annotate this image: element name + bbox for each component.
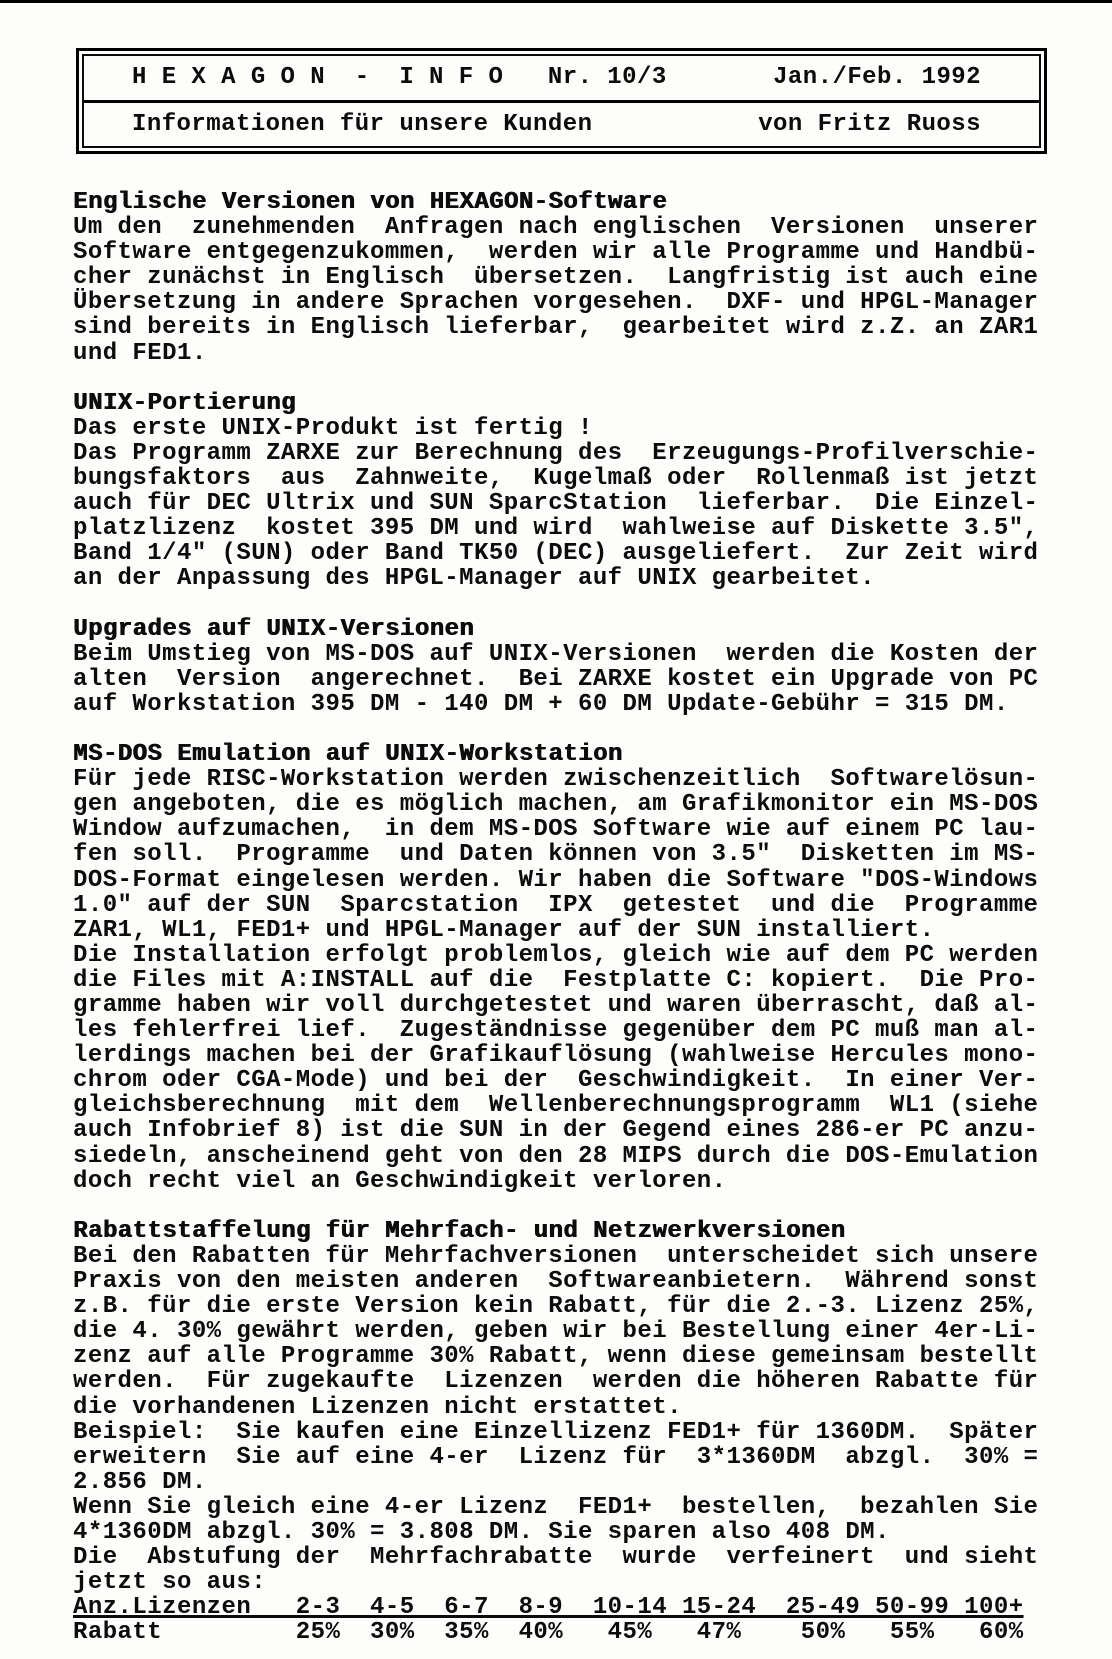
text-line: die Files mit A:INSTALL auf die Festplatte C: kopiert. Die Pro- — [73, 966, 1039, 994]
blank-line — [73, 366, 1058, 391]
masthead-subtitle-row — [84, 103, 1039, 147]
text-line: Um den zunehmenden Anfragen nach englischen Versionen unserer — [73, 214, 1039, 242]
blank-line — [73, 1194, 1058, 1219]
text-line: 2.856 DM. — [73, 1468, 207, 1496]
scan-edge-line — [0, 0, 1112, 3]
text-line: alten Version angerechnet. Bei ZARXE kostet ein Upgrade von PC — [73, 665, 1039, 693]
section — [73, 1219, 1058, 1595]
text-line: lerdings machen bei der Grafikauflösung (wahlweise Hercules mono- — [73, 1042, 1039, 1070]
text-line: Für jede RISC-Workstation werden zwischenzeitlich Softwarelösun- — [73, 766, 1039, 794]
section — [73, 617, 1058, 717]
blank-line — [73, 592, 1058, 617]
text-line: Die Installation erfolgt problemlos, gleich wie auf dem PC werden — [73, 941, 1039, 969]
section-heading: Rabattstaffelung für Mehrfach- und Netzwerkversionen — [73, 1217, 846, 1245]
text-line: gen angeboten, die es möglich machen, am Grafikmonitor ein MS-DOS — [73, 791, 1039, 819]
blank-line — [73, 717, 1058, 742]
text-line: Beim Umstieg von MS-DOS auf UNIX-Versionen werden die Kosten der — [73, 640, 1039, 668]
text-line: Beispiel: Sie kaufen eine Einzellizenz FED1+ für 1360DM. Später — [73, 1418, 1039, 1446]
section — [73, 190, 1058, 366]
text-line: sind bereits in Englisch lieferbar, gearbeitet wird z.Z. an ZAR1 — [73, 314, 1039, 342]
text-line: gramme haben wir voll durchgetestet und waren überrascht, daß al- — [73, 992, 1039, 1019]
text-line: bungsfaktors aus Zahnweite, Kugelmaß oder Rollenmaß ist jetzt — [73, 465, 1039, 493]
masthead-subtitle: Informationen für unsere Kunden — [132, 110, 593, 138]
section-heading: MS-DOS Emulation auf UNIX-Workstation — [73, 741, 623, 769]
text-line: werden. Für zugekaufte Lizenzen werden die höheren Rabatte für — [73, 1368, 1039, 1396]
text-line: chrom oder CGA-Mode) und bei der Geschwindigkeit. In einer Ver- — [73, 1067, 1039, 1095]
text-line: Software entgegenzukommen, werden wir alle Programme und Handbü- — [73, 239, 1039, 267]
document-body — [73, 190, 1058, 1645]
discount-table-header-row: Anz.Lizenzen 2-3 4-5 6-7 8-9 10-14 15-24 25-49 50-99 100+ — [73, 1594, 1024, 1622]
section-heading: Englische Versionen von HEXAGON-Software — [73, 189, 668, 216]
text-line: Die Abstufung der Mehrfachrabatte wurde verfeinert und sieht — [73, 1544, 1039, 1572]
text-line: gleichsberechnung mit dem Wellenberechnungsprogramm WL1 (siehe — [73, 1092, 1039, 1120]
text-line: erweitern Sie auf eine 4-er Lizenz für 3*1360DM abzgl. 30% = — [73, 1443, 1039, 1471]
text-line: zenz auf alle Programme 30% Rabatt, wenn diese gemeinsam bestellt — [73, 1343, 1039, 1371]
text-line: doch recht viel an Geschwindigkeit verloren. — [73, 1167, 727, 1195]
discount-table-value-row: Rabatt 25% 30% 35% 40% 45% 47% 50% 55% 60% — [73, 1619, 1024, 1647]
text-line: z.B. für die erste Version kein Rabatt, für die 2.-3. Lizenz 25%, — [73, 1293, 1039, 1321]
text-line: jetzt so aus: — [73, 1569, 267, 1597]
text-line: auf Workstation 395 DM - 140 DM + 60 DM Update-Gebühr = 315 DM. — [73, 690, 1009, 718]
text-line: an der Anpassung des HPGL-Manager auf UNIX gearbeitet. — [73, 565, 876, 593]
text-line: cher zunächst in Englisch übersetzen. Langfristig ist auch eine — [73, 264, 1039, 292]
masthead — [76, 48, 1047, 154]
text-line: 4*1360DM abzgl. 30% = 3.808 DM. Sie sparen also 408 DM. — [73, 1518, 890, 1546]
masthead-title: H E X A G O N - I N F O Nr. 10/3 — [132, 64, 667, 92]
text-line: DOS-Format eingelesen werden. Wir haben die Software "DOS-Windows — [73, 866, 1039, 894]
text-line: 1.0" auf der SUN Sparcstation IPX getestet und die Programme — [73, 891, 1039, 919]
text-line: Praxis von den meisten anderen Softwareanbietern. Während sonst — [73, 1268, 1039, 1296]
section — [73, 391, 1058, 592]
text-line: die 4. 30% gewährt werden, geben wir bei Bestellung einer 4er-Li- — [73, 1318, 1039, 1346]
text-line: Übersetzung in andere Sprachen vorgesehen. DXF- und HPGL-Manager — [73, 289, 1039, 317]
text-line: siedeln, anscheinend geht von den 28 MIPS durch die DOS-Emulation — [73, 1142, 1039, 1170]
masthead-inner-frame — [82, 54, 1041, 148]
text-line: Das erste UNIX-Produkt ist fertig ! — [73, 414, 593, 442]
text-line: auch für DEC Ultrix und SUN SparcStation lieferbar. Die Einzel- — [73, 490, 1039, 518]
text-line: die vorhandenen Lizenzen nicht erstattet. — [73, 1393, 682, 1421]
text-line: Window aufzumachen, in dem MS-DOS Software wie auf einem PC lau- — [73, 816, 1039, 844]
masthead-title-row — [84, 56, 1039, 100]
text-line: platzlizenz kostet 395 DM und wird wahlweise auf Diskette 3.5", — [73, 515, 1039, 543]
section-heading: Upgrades auf UNIX-Versionen — [73, 615, 475, 643]
text-line: fen soll. Programme und Daten können von 3.5" Disketten im MS- — [73, 841, 1039, 869]
text-line: les fehlerfrei lief. Zugeständnisse gegenüber dem PC muß man al- — [73, 1017, 1039, 1045]
text-line: Wenn Sie gleich eine 4-er Lizenz FED1+ bestellen, bezahlen Sie — [73, 1493, 1039, 1521]
section-heading: UNIX-Portierung — [73, 389, 296, 417]
text-line: Das Programm ZARXE zur Berechnung des Erzeugungs-Profilverschie- — [73, 439, 1039, 467]
text-line: und FED1. — [73, 339, 207, 367]
text-line: Band 1/4" (SUN) oder Band TK50 (DEC) ausgeliefert. Zur Zeit wird — [73, 540, 1039, 568]
masthead-author: von Fritz Ruoss — [758, 110, 981, 138]
text-line: auch Infobrief 8) ist die SUN in der Gegend eines 286-er PC anzu- — [73, 1117, 1039, 1145]
text-line: ZAR1, WL1, FED1+ und HPGL-Manager auf der SUN installiert. — [73, 916, 935, 944]
section — [73, 742, 1058, 1194]
text-line: Bei den Rabatten für Mehrfachversionen unterscheidet sich unsere — [73, 1242, 1039, 1270]
masthead-issue-date: Jan./Feb. 1992 — [773, 64, 981, 92]
